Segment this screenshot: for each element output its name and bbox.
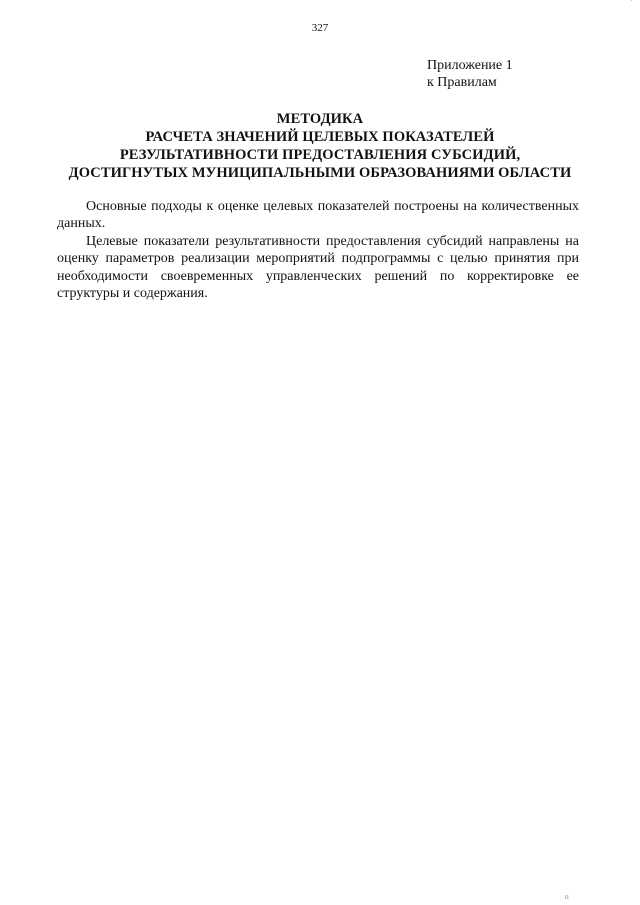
- title-line-3: РЕЗУЛЬТАТИВНОСТИ ПРЕДОСТАВЛЕНИЯ СУБСИДИЙ,: [119, 147, 521, 163]
- body-paragraph-1: Основные подходы к оценке целевых показателей построены на количественных данных.: [57, 199, 579, 232]
- document-body: [57, 198, 579, 302]
- body-paragraph-2: Целевые показатели результативности предоставления субсидий направлены на оценку параметров реализации мероприятий подпрограммы с целью принятия при необходимости своевременных управленческих решений по корректировке ее структуры и содержания.: [57, 233, 579, 302]
- corner-mark: ·: [630, 0, 633, 5]
- appendix-line-2: к Правилам: [427, 75, 497, 90]
- appendix-line-1: Приложение 1: [427, 58, 513, 73]
- title-line-2: РАСЧЕТА ЗНАЧЕНИЙ ЦЕЛЕВЫХ ПОКАЗАТЕЛЕЙ: [145, 129, 495, 145]
- appendix-reference: [427, 57, 513, 91]
- title-line-4: ДОСТИГНУТЫХ МУНИЦИПАЛЬНЫМИ ОБРАЗОВАНИЯМИ ОБЛАСТИ: [68, 165, 572, 181]
- title-line-1: МЕТОДИКА: [276, 111, 364, 127]
- footer-mark: п: [565, 893, 569, 901]
- page-number: 327: [311, 22, 329, 34]
- document-title: [0, 110, 640, 182]
